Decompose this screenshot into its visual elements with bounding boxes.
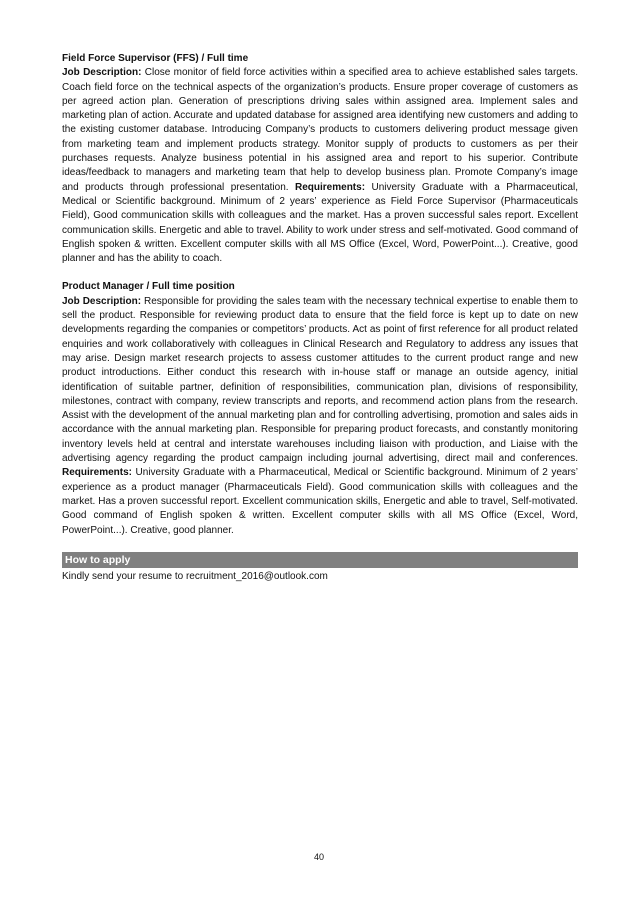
job-text [62, 295, 578, 538]
job-title: Field Force Supervisor (FFS) / Full time [62, 53, 249, 64]
job-description: Close monitor of field force activities within a specified area to achieve established sales targets. Coach field force on the technical aspects of the organization’s products. Ensure proper coverage of customers as per agreed action plan. Generation of prescriptions driving sales within assigned area. Implement sales and marketing plan of action. Accurate and updated database for assigned area identifying new customers and adding to the existing customer database. Introducing Company’s products to customers delivering product message given from marketing team and implement products strategy. Monitor supply of products to customers as per their purchases requests. Analyze business potential in his assigned area and report to his superior. Contribute ideas/feedback to managers and marketing team that help to develop business plan. Promote Company’s image and products through professional presentation. [62, 67, 578, 193]
requirements-label: Requirements: [295, 181, 366, 193]
job-text [62, 66, 578, 266]
job-posting-ffs [62, 52, 578, 266]
description-label: Job Description: [62, 295, 142, 307]
job-posting-product-manager [62, 280, 578, 537]
job-title: Product Manager / Full time position [62, 281, 235, 293]
job-requirements: University Graduate with a Pharmaceutical, Medical or Scientific background. Minimum of 2 years’ experience as Field Force Supervisor (Pharmaceuticals Field), Good communication skills with colleagues and the market. Has a proven successful sales report. Excellent communication skills. Energetic and able to travel. Ability to work under stress and self-motivated. Good command of English spoken & written. Excellent computer skills with all MS Office (Excel, Word, PowerPoint...). Creative, good planner and has the ability to coach. [62, 181, 578, 265]
job-requirements: University Graduate with a Pharmaceutical, Medical or Scientific background. Minimum of 2 years’ experience as a product manager (Pharmaceuticals Field). Good communication skills with colleagues and the market. Has a proven successful report. Excellent communication skills, Energetic and able to travel, Self-motivated. Good command of English spoken & written. Excellent computer skills with all MS Office (Excel, Word, PowerPoint...). Creative, good planner. [62, 467, 578, 536]
how-to-apply-text: Kindly send your resume to recruitment_2016@outlook.com [62, 570, 328, 582]
document-page [62, 52, 578, 584]
page-number: 40 [313, 852, 324, 862]
requirements-label: Requirements: [62, 467, 133, 479]
job-description: Responsible for providing the sales team with the necessary technical expertise to enable them to sell the product. Responsible for reviewing product data to ensure that the field force is kept up to date on new developments regarding the companies or competitors’ products. Act as point of first reference for all product related enquiries and work collaboratively with colleagues in Clinical Research and Regulatory to address any issues that may arise. Design market research projects to assess customer attitudes to the current product range and new product introductions. Either conduct this research with in-house staff or manage an outside agency, initial identification of suitable partner, definition of responsibilities, communication plan, divisions of responsibility, milestones, contract with company, review transcripts and reports, and recommend action plans from the research. Assist with the development of the annual marketing plan and for controlling advertising, promotion and sales aids in accordance with the annual marketing plan. Responsible for preparing product forecasts, and constantly monitoring inventory levels held at central and interstate warehouses including liaison with production, and Liaise with the advertising agency regarding the product campaign including journal advertising, direct mail and conferences. [62, 295, 578, 465]
description-label: Job Description: [62, 67, 142, 79]
how-to-apply-heading: How to apply [62, 552, 578, 568]
